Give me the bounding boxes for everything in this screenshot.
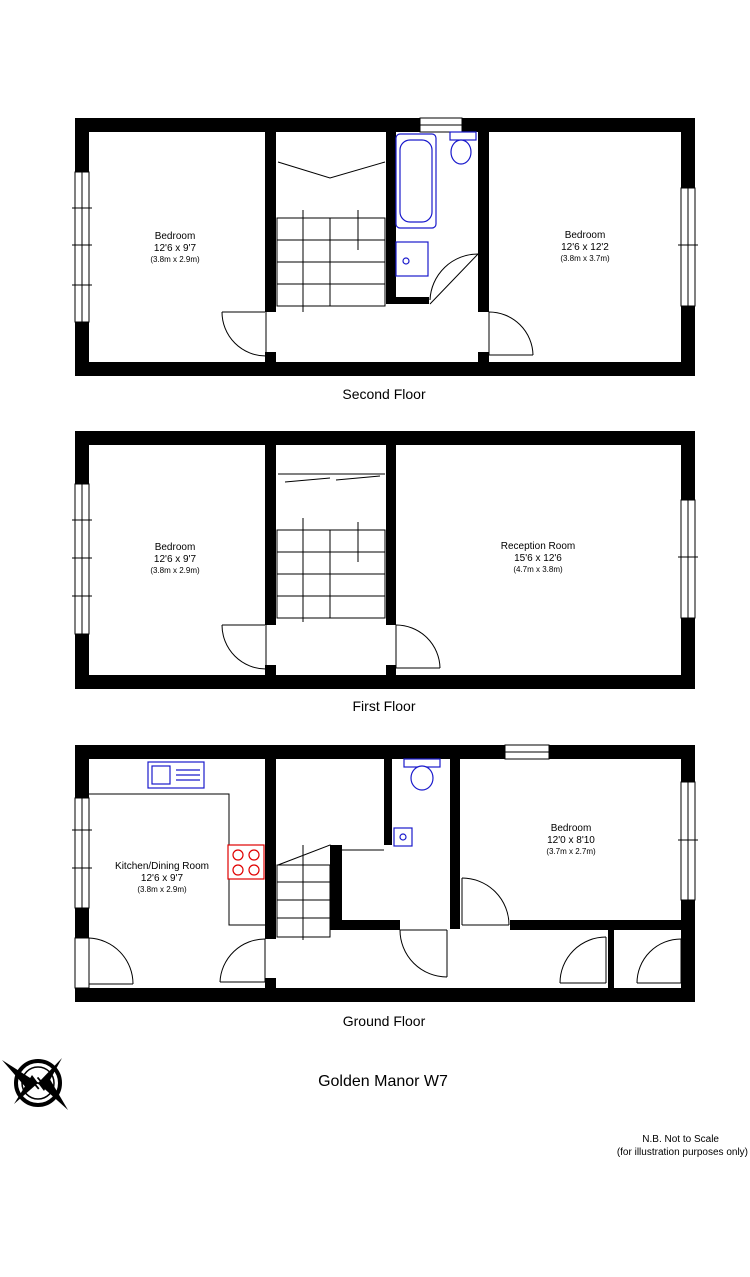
first-floor-bedroom-dims: 12'6 x 9'7 (153, 554, 197, 565)
scale-note-line2: (for illustration purposes only) (616, 1147, 748, 1158)
ground-store-door-left[interactable] (560, 937, 606, 983)
kitchen-metric: (3.8m x 2.9m) (137, 885, 187, 894)
second-floor-right-bedroom-name: Bedroom (564, 230, 606, 241)
compass-north-letter: N (28, 1073, 48, 1093)
first-floor-plan (72, 431, 698, 714)
ground-floor-bedroom-bottom-wall (510, 920, 681, 930)
second-floor-left-bedroom-metric: (3.8m x 2.9m) (150, 255, 200, 264)
ground-floor-left-lower-window (75, 938, 89, 988)
second-floor-top-wall (75, 118, 695, 132)
first-floor-wall-a (265, 445, 276, 625)
second-floor-right-bedroom-metric: (3.8m x 3.7m) (560, 254, 610, 263)
ground-store-door-right[interactable] (637, 939, 681, 983)
second-floor-wall-c (478, 132, 489, 312)
ground-floor-top-wall (75, 745, 695, 759)
hob-icon (228, 845, 264, 879)
ground-bedroom-metric: (3.7m x 2.7m) (546, 847, 596, 856)
kitchen-dims: 12'6 x 9'7 (140, 873, 184, 884)
reception-room-metric: (4.7m x 3.8m) (513, 565, 563, 574)
ground-floor-stair-wall (330, 845, 342, 930)
second-floor-right-bedroom-dims: 12'6 x 12'2 (561, 242, 609, 253)
compass-rose-icon (2, 1058, 68, 1110)
ground-floor-store-divider (608, 930, 614, 988)
first-floor-bedroom-door[interactable] (222, 625, 266, 669)
second-floor-bath-wall (396, 297, 429, 304)
ground-bedroom-name: Bedroom (550, 823, 592, 834)
first-floor-label: First Floor (352, 698, 416, 714)
ground-floor-wc-right-wall (450, 759, 460, 929)
property-title: Golden Manor W7 (318, 1073, 448, 1090)
ground-wc-door[interactable] (400, 930, 447, 977)
second-floor-wall-b (386, 132, 396, 304)
first-floor-bottom-wall (75, 675, 695, 689)
first-floor-wall-b (386, 445, 396, 625)
second-floor-wall-a (265, 132, 276, 312)
first-floor-top-wall (75, 431, 695, 445)
second-floor-plan (72, 118, 698, 402)
ground-bedroom-door[interactable] (462, 878, 509, 925)
second-floor-label: Second Floor (342, 386, 426, 402)
kitchen-door[interactable] (89, 938, 133, 984)
ground-floor-wc-left-wall (384, 759, 392, 845)
first-floor-reception-door[interactable] (396, 625, 440, 668)
ground-floor-label: Ground Floor (342, 1013, 426, 1029)
ground-floor-plan (72, 745, 698, 1029)
first-floor-bedroom-metric: (3.8m x 2.9m) (150, 566, 200, 575)
second-floor-bottom-wall (75, 362, 695, 376)
toilet-icon (450, 132, 476, 140)
ground-floor-wall-a (265, 759, 276, 939)
basin-icon (396, 242, 428, 276)
scale-note-line1: N.B. Not to Scale (642, 1134, 719, 1145)
second-floor-left-bedroom-door[interactable] (222, 312, 266, 356)
reception-room-dims: 15'6 x 12'6 (514, 553, 562, 564)
second-floor-bathroom-door[interactable] (430, 254, 478, 304)
second-floor-left-bedroom-dims: 12'6 x 9'7 (153, 243, 197, 254)
ground-hall-door[interactable] (220, 939, 265, 982)
ground-bedroom-dims: 12'0 x 8'10 (547, 835, 595, 846)
second-floor-left-bedroom-name: Bedroom (154, 231, 196, 242)
second-floor-right-bedroom-door[interactable] (489, 312, 533, 355)
reception-room-name: Reception Room (500, 541, 576, 552)
ground-floor-bottom-wall (75, 988, 695, 1002)
kitchen-name: Kitchen/Dining Room (115, 861, 209, 872)
first-floor-bedroom-name: Bedroom (154, 542, 196, 553)
